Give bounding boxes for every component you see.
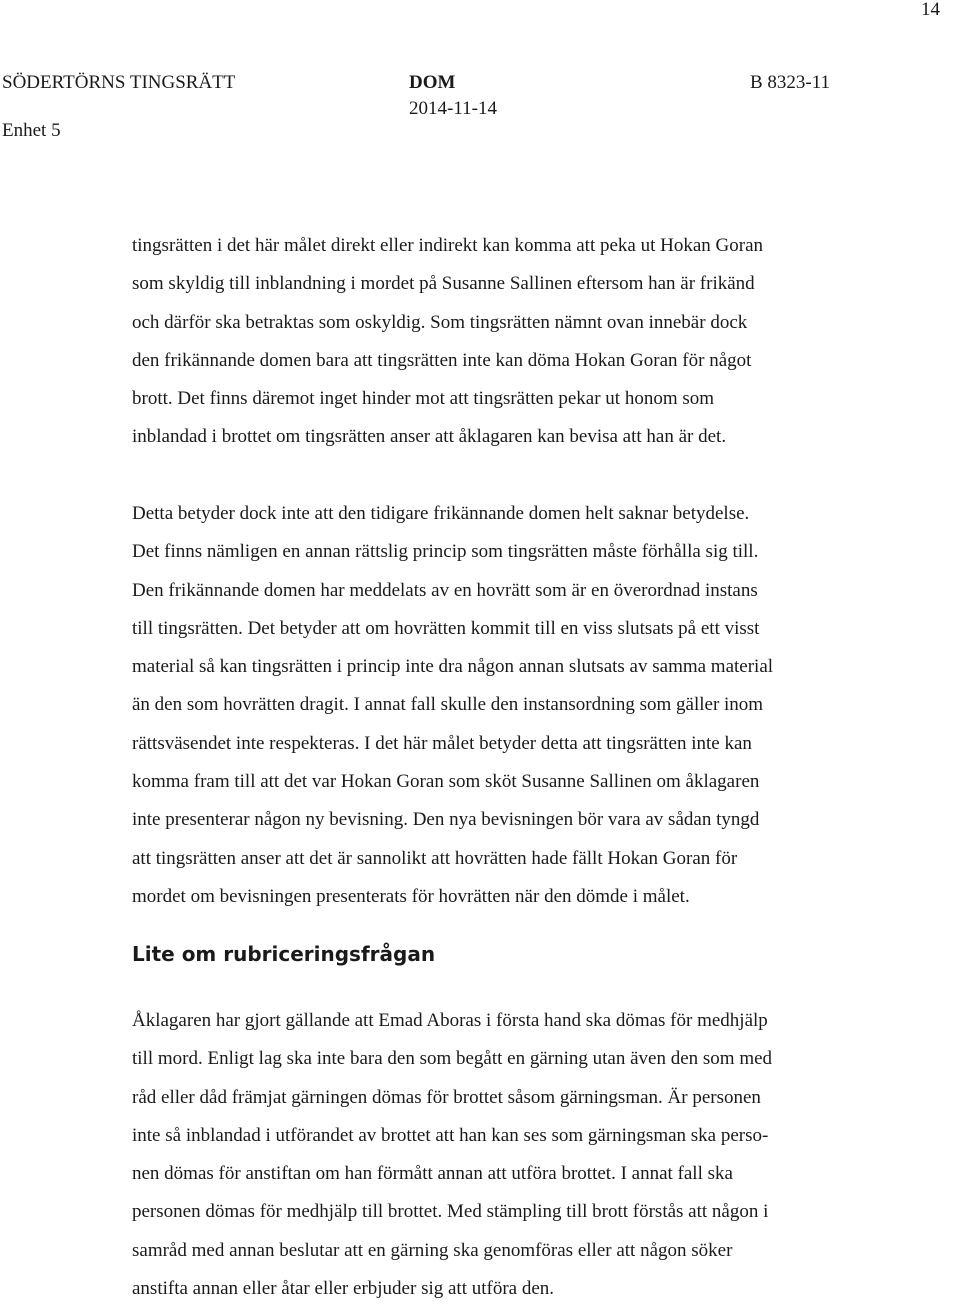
case-number: B 8323-11 <box>750 72 831 93</box>
paragraph-3 <box>132 1002 892 1308</box>
page-number: 14 <box>921 0 940 20</box>
text-line: rättsväsendet inte respekteras. I det här målet betyder detta att tingsrätten inte kan <box>132 732 752 754</box>
text-line: komma fram till att det var Hokan Goran som sköt Susanne Sallinen om åklagaren <box>132 771 760 793</box>
text-line: som skyldig till inblandning i mordet på Susanne Sallinen eftersom han är frikänd <box>132 273 755 295</box>
text-line: personen dömas för medhjälp till brottet. Med stämpling till brott förstås att någon i <box>132 1201 769 1223</box>
text-line: tingsrätten i det här målet direkt eller indirekt kan komma att peka ut Hokan Goran <box>132 235 764 256</box>
text-line: inte så inblandad i utförandet av brottet att han kan ses som gärningsman ska perso- <box>132 1124 769 1146</box>
text-line: och därför ska betraktas som oskyldig. Som tingsrätten nämnt ovan innebär dock <box>132 311 748 333</box>
paragraph-1 <box>132 227 892 457</box>
text-line: att tingsrätten anser att det är sannolikt att hovrätten hade fällt Hokan Goran för <box>132 847 738 869</box>
text-line: Åklagaren har gjort gällande att Emad Aboras i första hand ska dömas för medhjälp <box>132 1010 768 1031</box>
court-unit: Enhet 5 <box>2 120 61 141</box>
text-line: mordet om bevisningen presenterats för hovrätten när den dömde i målet. <box>132 885 690 907</box>
text-line: till mord. Enligt lag ska inte bara den som begått en gärning utan även den som med <box>132 1048 773 1070</box>
text-line: inblandad i brottet om tingsrätten anser att åklagaren kan bevisa att han är det. <box>132 426 727 448</box>
text-line: brott. Det finns däremot inget hinder mot att tingsrätten pekar ut honom som <box>132 388 715 410</box>
text-line: nen dömas för anstiftan om han förmått annan att utföra brottet. I annat fall ska <box>132 1163 733 1185</box>
section-heading: Lite om rubriceringsfrågan <box>132 942 436 966</box>
text-line: den frikännande domen bara att tingsrätten inte kan döma Hokan Goran för något <box>132 349 752 371</box>
court-name: SÖDERTÖRNS TINGSRÄTT <box>2 72 236 93</box>
text-line: inte presenterar någon ny bevisning. Den nya bevisningen bör vara av sådan tyngd <box>132 809 760 831</box>
text-line: samråd med annan beslutar att en gärning ska genomföras eller att någon söker <box>132 1239 733 1261</box>
paragraph-2 <box>132 495 892 916</box>
text-line: Det finns nämligen en annan rättslig princip som tingsrätten måste förhålla sig till. <box>132 541 759 563</box>
text-line: till tingsrätten. Det betyder att om hovrätten kommit till en viss slutsats på ett visst <box>132 617 760 639</box>
document-type: DOM <box>409 72 456 93</box>
text-line: anstifta annan eller åtar eller erbjuder sig att utföra den. <box>132 1278 555 1300</box>
text-line: råd eller dåd främjat gärningen dömas för brottet såsom gärningsman. Är personen <box>132 1086 761 1108</box>
text-line: Den frikännande domen har meddelats av en hovrätt som är en överordnad instans <box>132 579 758 601</box>
document-date: 2014-11-14 <box>409 98 497 119</box>
text-line: material så kan tingsrätten i princip inte dra någon annan slutsats av samma material <box>132 656 774 678</box>
text-line: än den som hovrätten dragit. I annat fall skulle den instansordning som gäller inom <box>132 694 764 716</box>
text-line: Detta betyder dock inte att den tidigare frikännande domen helt saknar betydelse. <box>132 503 750 524</box>
